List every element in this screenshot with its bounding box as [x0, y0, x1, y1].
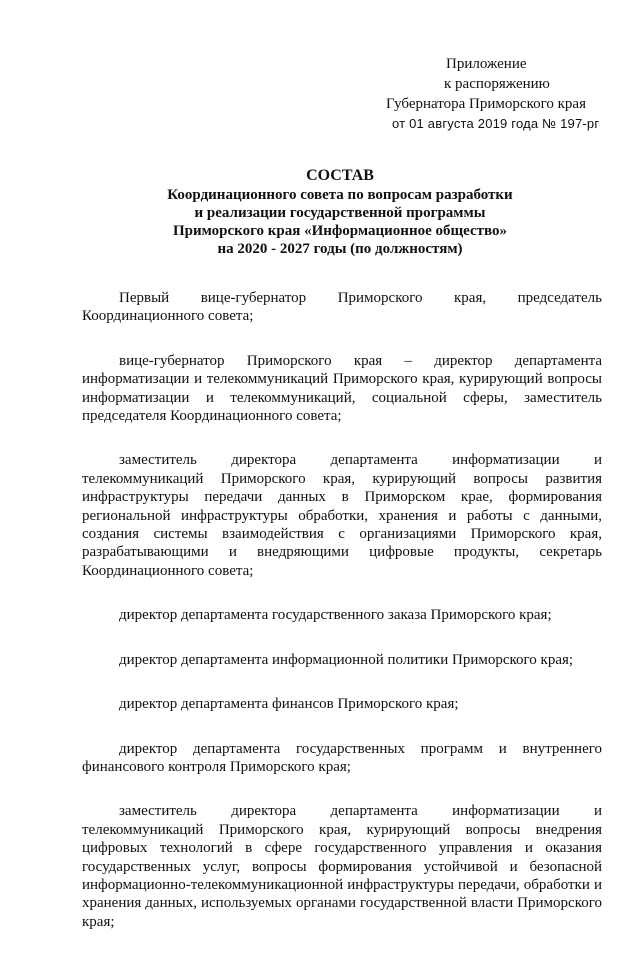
title-line-2: и реализации государственной программы	[194, 205, 486, 221]
member-paragraph: Первый вице-губернатор Приморского края, председатель Координационного совета;	[82, 290, 602, 325]
title-line-3: Приморского края «Информационное общество»	[172, 223, 508, 239]
title-line-1: Координационного совета по вопросам разработки	[167, 187, 513, 203]
order-reference: к распоряжению	[444, 76, 550, 92]
appendix-header	[386, 54, 616, 134]
members-list	[82, 289, 602, 957]
member-paragraph: директор департамента информационной политики Приморского края;	[119, 651, 574, 668]
member-paragraph: заместитель директора департамента информатизации и телекоммуникаций Приморского края, курирующий вопросы внедрения цифровых технологий в сфере государственного управления и оказания государственных услуг, вопросы формирования устойчивой и безопасной информационно-телекоммуникационной инфраструктуры передачи, обработки и хранения данных, используемых органами государственной власти Приморского края;	[82, 803, 602, 930]
member-paragraph: директор департамента финансов Приморского края;	[119, 696, 459, 713]
title-heading: СОСТАВ	[306, 167, 374, 184]
document-title	[80, 167, 600, 258]
member-paragraph: заместитель директора департамента информатизации и телекоммуникаций Приморского края, курирующий вопросы развития инфраструктуры передачи данных в Приморском крае, формирования региональной инфраструктуры обработки, хранения и работы с данными, создания системы взаимодействия с организациями Приморского края, разрабатывающими и внедряющими цифровые продукты, секретарь Координационного совета;	[82, 452, 602, 579]
issuer-line: Губернатора Приморского края	[386, 96, 586, 112]
appendix-label: Приложение	[446, 56, 527, 72]
member-paragraph: директор департамента государственных программ и внутреннего финансового контроля Приморского края;	[82, 740, 602, 775]
member-paragraph: директор департамента государственного заказа Приморского края;	[119, 607, 552, 624]
order-date-number: от 01 августа 2019 года № 197-рг	[392, 116, 600, 131]
member-paragraph: вице-губернатор Приморского края – директор департамента информатизации и телекоммуникаций Приморского края, курирующий вопросы информатизации и телекоммуникаций, социальной сферы, заместитель председателя Координационного совета;	[82, 352, 602, 425]
title-line-4: на 2020 - 2027 годы (по должностям)	[217, 241, 463, 257]
